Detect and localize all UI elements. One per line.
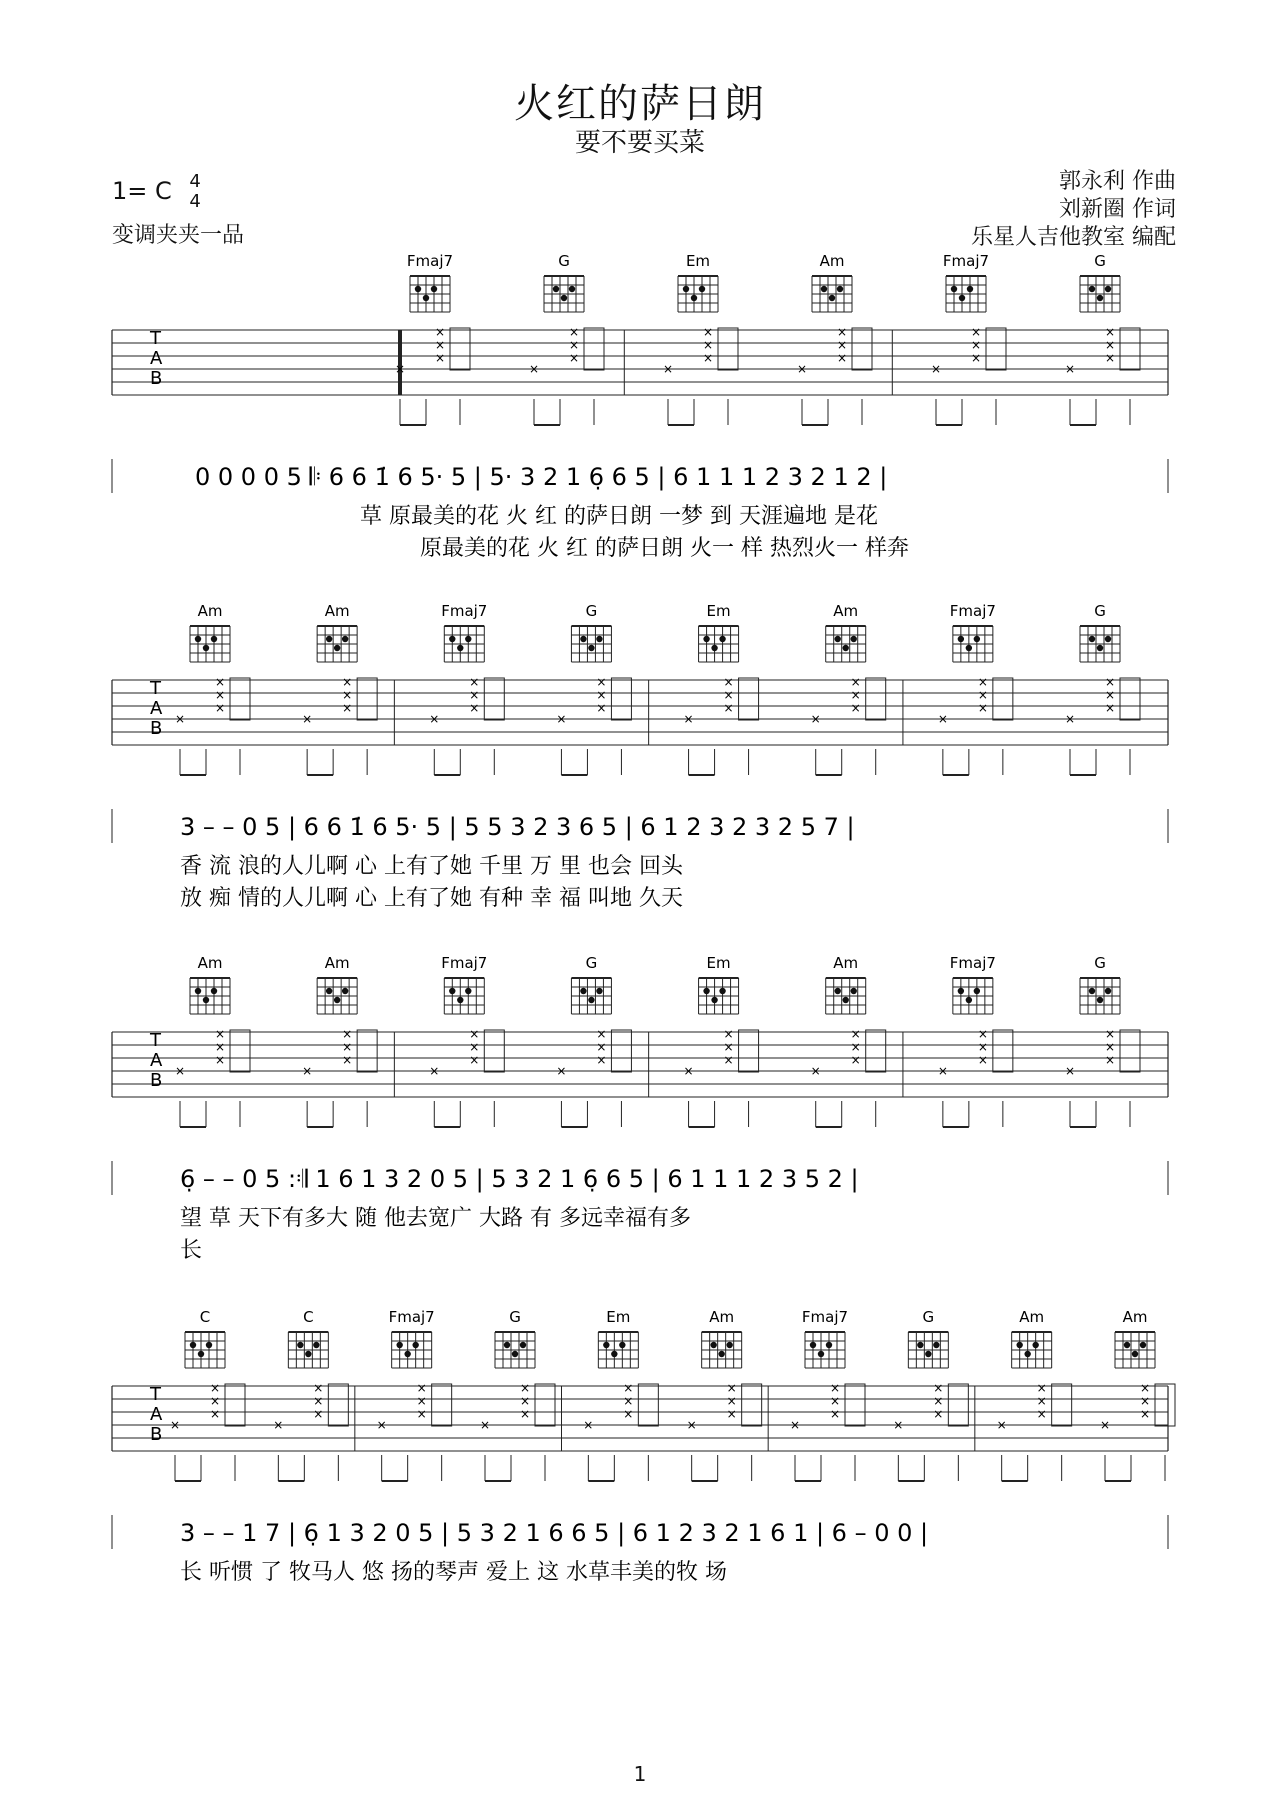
chord-name: Am [324, 602, 350, 620]
chord-diagram [1080, 626, 1120, 662]
strum-box [611, 1030, 631, 1072]
strum-box [484, 678, 504, 720]
tab-bass-mark: × [683, 712, 694, 726]
chord-diagram [812, 276, 852, 312]
strum-box [484, 1030, 504, 1072]
score-system-1 [0, 250, 1280, 560]
chord-name: Em [685, 252, 711, 270]
chord-name: C [199, 1308, 211, 1326]
tab-mute-mark: × [829, 1407, 841, 1421]
chord-name: Fmaj7 [801, 1308, 849, 1326]
chord-name: G [585, 954, 598, 972]
chord-diagram [908, 1332, 948, 1368]
tab-letter: T [150, 328, 161, 349]
chord-diagram [571, 626, 611, 662]
tab-mute-mark: × [313, 1407, 324, 1421]
tab-mute-mark: × [977, 675, 988, 689]
chord-name: Fmaj7 [949, 602, 996, 620]
score-system-3 [0, 952, 1280, 1282]
tab-mute-mark: × [836, 351, 848, 365]
chord-diagram [1012, 1332, 1052, 1368]
tab-mute-mark: × [829, 1381, 841, 1395]
tab-letter: A [150, 348, 163, 369]
tab-mute-mark: × [313, 1394, 324, 1408]
tab-mute-mark: × [723, 1053, 734, 1067]
chord-diagram [410, 276, 450, 312]
key-label: 1= C [112, 177, 172, 205]
tab-mute-mark: × [702, 338, 714, 352]
chord-name: Am [1019, 1308, 1045, 1326]
tab-bass-mark: × [302, 712, 313, 726]
tab-mute-mark: × [214, 675, 226, 689]
tab-bass-mark: × [810, 1064, 821, 1078]
tab-bass-mark: × [394, 362, 406, 376]
lyrics-verse-1: 长 听惯 了 牧马人 悠 扬的琴声 爱上 这 水草丰美的牧 场 [180, 1560, 727, 1585]
chord-name: G [1094, 954, 1106, 972]
tab-mute-mark: × [1104, 1027, 1116, 1041]
strum-box [993, 678, 1013, 720]
chord-name: G [1094, 252, 1106, 270]
tab-mute-mark: × [702, 351, 714, 365]
tab-mute-mark: × [829, 1394, 841, 1408]
tab-mute-mark: × [850, 675, 861, 689]
chord-diagram [190, 626, 230, 662]
chord-diagram [392, 1332, 432, 1368]
tab-letter: A [150, 1050, 163, 1071]
tab-mute-mark: × [726, 1407, 737, 1421]
tab-mute-mark: × [1104, 675, 1116, 689]
tab-bass-mark: × [174, 1064, 186, 1078]
chord-diagram [953, 626, 993, 662]
tab-mute-mark: × [723, 701, 734, 715]
tab-letter: T [150, 1030, 161, 1051]
tab-mute-mark: × [933, 1407, 944, 1421]
tab-bass-mark: × [528, 362, 540, 376]
system-drawing [0, 250, 1280, 560]
score-system-2 [0, 600, 1280, 920]
chord-diagram [444, 978, 484, 1014]
tab-mute-mark: × [568, 325, 580, 339]
chord-name: Am [833, 602, 859, 620]
tab-mute-mark: × [1139, 1381, 1151, 1395]
tab-mute-mark: × [850, 1040, 861, 1054]
numbered-notation: 3 – – 1 7 | 6̣ 1 3 2 0 5 | 5 3 2 1 6 6 5 | 6 1 2 3 2 1 6 1 | 6 – 0 0 | [180, 1519, 929, 1547]
tab-letter: T [150, 678, 161, 699]
tab-mute-mark: × [1036, 1407, 1047, 1421]
tab-mute-mark: × [342, 688, 353, 702]
tab-mute-mark: × [209, 1381, 221, 1395]
strum-box [993, 1030, 1013, 1072]
chord-name: G [585, 602, 598, 620]
tab-bass-mark: × [789, 1418, 801, 1432]
chord-name: Fmaj7 [942, 252, 990, 270]
chord-diagram [495, 1332, 535, 1368]
lyrics-verse-2: 长 [180, 1238, 203, 1263]
composer-credit: 郭永利 作曲 [1059, 169, 1176, 194]
capo-note: 变调夹夹一品 [112, 223, 245, 248]
tab-bass-mark: × [556, 712, 567, 726]
strum-box [1120, 678, 1140, 720]
tab-mute-mark: × [850, 688, 861, 702]
tab-mute-mark: × [1104, 338, 1116, 352]
tab-bass-mark: × [937, 1064, 948, 1078]
chord-diagram [826, 978, 866, 1014]
tab-mute-mark: × [434, 325, 446, 339]
tab-mute-mark: × [342, 1053, 353, 1067]
chord-diagram [805, 1332, 845, 1368]
chord-diagram [185, 1332, 225, 1368]
time-signature-top: 4 [189, 171, 201, 192]
strum-box [852, 328, 872, 370]
tab-mute-mark: × [977, 701, 988, 715]
key-signature [112, 172, 201, 212]
chord-name: Am [819, 252, 845, 270]
chord-name: G [1094, 602, 1106, 620]
tab-mute-mark: × [726, 1394, 737, 1408]
strum-box [357, 1030, 377, 1072]
strum-box [450, 328, 470, 370]
system-drawing [0, 952, 1280, 1282]
tab-mute-mark: × [469, 1040, 480, 1054]
strum-box [1052, 1384, 1072, 1426]
chord-name: Fmaj7 [388, 1308, 435, 1326]
tab-bass-mark: × [556, 1064, 567, 1078]
tab-bass-mark: × [429, 1064, 440, 1078]
strum-box [1155, 1384, 1175, 1426]
tab-mute-mark: × [1036, 1394, 1047, 1408]
tab-mute-mark: × [416, 1381, 427, 1395]
system-drawing [0, 600, 1280, 920]
tab-mute-mark: × [1139, 1394, 1151, 1408]
chord-diagram [699, 626, 739, 662]
tab-mute-mark: × [568, 351, 580, 365]
chord-name: Am [197, 954, 223, 972]
chord-name: Em [606, 1308, 631, 1326]
tab-mute-mark: × [214, 688, 226, 702]
tab-bass-mark: × [937, 712, 948, 726]
tab-letter: A [150, 698, 163, 719]
chord-name: Am [833, 954, 859, 972]
tab-mute-mark: × [214, 701, 226, 715]
chord-name: Am [1122, 1308, 1148, 1326]
tab-letter: A [150, 1404, 163, 1425]
tab-bass-mark: × [169, 1418, 181, 1432]
score-system-4 [0, 1306, 1280, 1626]
tab-mute-mark: × [214, 1027, 226, 1041]
chord-name: C [303, 1308, 314, 1326]
chord-name: Am [709, 1308, 735, 1326]
strum-box [535, 1384, 555, 1426]
tab-mute-mark: × [416, 1394, 427, 1408]
tab-mute-mark: × [723, 1027, 734, 1041]
tab-mute-mark: × [1104, 351, 1116, 365]
strum-box [718, 328, 738, 370]
lyricist-credit: 刘新圈 作词 [1059, 197, 1176, 222]
chord-name: G [922, 1308, 935, 1326]
lyrics-verse-1: 望 草 天下有多大 随 他去宽广 大路 有 多远幸福有多 [180, 1206, 691, 1231]
tab-bass-mark: × [1064, 712, 1076, 726]
tab-mute-mark: × [723, 688, 734, 702]
chord-name: Em [706, 602, 731, 620]
strum-box [739, 1030, 759, 1072]
tab-mute-mark: × [977, 1027, 988, 1041]
tab-mute-mark: × [469, 1027, 480, 1041]
chord-diagram [444, 626, 484, 662]
strum-box [432, 1384, 452, 1426]
tab-bass-mark: × [662, 362, 674, 376]
chord-diagram [699, 978, 739, 1014]
tab-bass-mark: × [429, 712, 440, 726]
chord-diagram [598, 1332, 638, 1368]
arranger-credit: 乐星人吉他教室 编配 [971, 225, 1176, 250]
numbered-notation: 6̣ – – 0 5 :𝄇 1 6 1 3 2 0 5 | 5 3 2 1 6̣ 6 5 | 6 1 1 1 2 3 5 2 | [180, 1165, 859, 1193]
strum-box [584, 328, 604, 370]
tab-mute-mark: × [836, 325, 848, 339]
chord-diagram [702, 1332, 742, 1368]
chord-diagram [946, 276, 986, 312]
chord-diagram [544, 276, 584, 312]
chord-diagram [288, 1332, 328, 1368]
tab-bass-mark: × [1064, 1064, 1076, 1078]
strum-box [866, 1030, 886, 1072]
tab-mute-mark: × [726, 1381, 737, 1395]
chord-diagram [826, 626, 866, 662]
strum-box [638, 1384, 658, 1426]
tab-mute-mark: × [970, 351, 982, 365]
tab-mute-mark: × [214, 1040, 226, 1054]
tab-mute-mark: × [850, 701, 861, 715]
tab-letter: B [150, 1070, 163, 1091]
tab-bass-mark: × [174, 712, 186, 726]
strum-box [611, 678, 631, 720]
tab-mute-mark: × [1104, 1053, 1116, 1067]
chord-diagram [190, 978, 230, 1014]
tab-bass-mark: × [302, 1064, 313, 1078]
song-subtitle: 要不要买菜 [574, 128, 705, 158]
tab-mute-mark: × [977, 1040, 988, 1054]
chord-diagram [1080, 978, 1120, 1014]
tab-letter: T [150, 1384, 161, 1405]
chord-diagram [1080, 276, 1120, 312]
strum-box [986, 328, 1006, 370]
tab-bass-mark: × [686, 1418, 697, 1432]
chord-name: Am [324, 954, 350, 972]
tab-mute-mark: × [1104, 688, 1116, 702]
tab-bass-mark: × [1064, 362, 1076, 376]
chord-name: Fmaj7 [441, 954, 488, 972]
strum-box [742, 1384, 762, 1426]
lyrics-verse-2: 放 痴 情的人儿啊 心 上有了她 有种 幸 福 叫地 久天 [180, 886, 683, 911]
tab-mute-mark: × [519, 1394, 531, 1408]
chord-name: G [558, 252, 570, 270]
tab-mute-mark: × [723, 1040, 734, 1054]
tab-mute-mark: × [1104, 701, 1116, 715]
tab-mute-mark: × [519, 1407, 531, 1421]
tab-letter: B [150, 368, 163, 389]
tab-bass-mark: × [273, 1418, 284, 1432]
tab-bass-mark: × [893, 1418, 904, 1432]
chord-diagram [1115, 1332, 1155, 1368]
tab-mute-mark: × [596, 1027, 607, 1041]
tab-mute-mark: × [1036, 1381, 1047, 1395]
strum-box [225, 1384, 245, 1426]
strum-box [1120, 328, 1140, 370]
strum-box [739, 678, 759, 720]
tab-mute-mark: × [342, 675, 353, 689]
song-title: 火红的萨日朗 [514, 81, 766, 127]
numbered-notation: 3 – – 0 5 | 6 6 1̇ 6 5· 5 | 5 5 3 2 3 6 5 | 6 1 2 3 2 3 2 5 7 | [180, 813, 855, 841]
strum-box [230, 1030, 250, 1072]
tab-mute-mark: × [313, 1381, 324, 1395]
time-signature-bottom: 4 [189, 191, 201, 212]
tab-mute-mark: × [970, 325, 982, 339]
tab-mute-mark: × [434, 351, 446, 365]
tab-bass-mark: × [930, 362, 942, 376]
chord-diagram [317, 626, 357, 662]
tab-mute-mark: × [342, 1027, 353, 1041]
tab-mute-mark: × [623, 1407, 634, 1421]
strum-box [948, 1384, 968, 1426]
time-signature [189, 172, 200, 212]
strum-box [866, 678, 886, 720]
tab-mute-mark: × [836, 338, 848, 352]
chord-name: Fmaj7 [949, 954, 996, 972]
tab-mute-mark: × [568, 338, 580, 352]
tab-letter: B [150, 718, 163, 739]
chord-name: G [509, 1308, 521, 1326]
tab-bass-mark: × [810, 712, 821, 726]
tab-mute-mark: × [977, 688, 988, 702]
chord-diagram [317, 978, 357, 1014]
tab-letter: B [150, 1424, 163, 1445]
tab-bass-mark: × [479, 1418, 491, 1432]
chord-diagram [953, 978, 993, 1014]
strum-box [230, 678, 250, 720]
strum-box [357, 678, 377, 720]
tab-mute-mark: × [623, 1394, 634, 1408]
tab-mute-mark: × [342, 1040, 353, 1054]
tab-mute-mark: × [1104, 1040, 1116, 1054]
tab-mute-mark: × [596, 688, 607, 702]
chord-name: Am [197, 602, 223, 620]
tab-mute-mark: × [723, 675, 734, 689]
chord-diagram [678, 276, 718, 312]
chord-diagram [571, 978, 611, 1014]
system-drawing [0, 1306, 1280, 1626]
tab-mute-mark: × [1104, 325, 1116, 339]
tab-mute-mark: × [469, 675, 480, 689]
strum-box [328, 1384, 348, 1426]
lyrics-verse-1: 香 流 浪的人儿啊 心 上有了她 千里 万 里 也会 回头 [180, 854, 683, 879]
tab-mute-mark: × [469, 701, 480, 715]
strum-box [1120, 1030, 1140, 1072]
strum-box [845, 1384, 865, 1426]
tab-mute-mark: × [977, 1053, 988, 1067]
tab-mute-mark: × [596, 1040, 607, 1054]
page-number: 1 [633, 1762, 647, 1786]
tab-mute-mark: × [416, 1407, 427, 1421]
tab-mute-mark: × [209, 1407, 221, 1421]
tab-bass-mark: × [1099, 1418, 1111, 1432]
tab-mute-mark: × [469, 1053, 480, 1067]
tab-mute-mark: × [519, 1381, 531, 1395]
chord-name: Em [706, 954, 731, 972]
tab-mute-mark: × [702, 325, 714, 339]
chord-name: Fmaj7 [441, 602, 488, 620]
tab-bass-mark: × [683, 1064, 694, 1078]
lyrics-verse-1: 草 原最美的花 火 红 的萨日朗 一梦 到 天涯遍地 是花 [360, 504, 878, 529]
numbered-notation: 0 0 0 0 5 𝄆 6 6 1̇ 6 5· 5 | 5· 3 2 1 6̣ 6 5 | 6 1 1 1 2 3 2 1 2 | [195, 463, 888, 491]
tab-mute-mark: × [596, 675, 607, 689]
tab-mute-mark: × [850, 1053, 861, 1067]
chord-name: Fmaj7 [406, 252, 454, 270]
tab-mute-mark: × [596, 1053, 607, 1067]
credits [971, 168, 1176, 252]
tab-mute-mark: × [970, 338, 982, 352]
tab-mute-mark: × [469, 688, 480, 702]
tab-mute-mark: × [342, 701, 353, 715]
tab-bass-mark: × [376, 1418, 387, 1432]
tab-mute-mark: × [933, 1394, 944, 1408]
tab-mute-mark: × [596, 701, 607, 715]
tab-mute-mark: × [933, 1381, 944, 1395]
tab-mute-mark: × [214, 1053, 226, 1067]
tab-bass-mark: × [796, 362, 808, 376]
lyrics-verse-2: 原最美的花 火 红 的萨日朗 火一 样 热烈火一 样奔 [420, 536, 909, 560]
tab-mute-mark: × [623, 1381, 634, 1395]
tab-mute-mark: × [434, 338, 446, 352]
tab-mute-mark: × [209, 1394, 221, 1408]
tab-mute-mark: × [1139, 1407, 1151, 1421]
tab-bass-mark: × [996, 1418, 1007, 1432]
tab-bass-mark: × [583, 1418, 594, 1432]
tab-mute-mark: × [850, 1027, 861, 1041]
